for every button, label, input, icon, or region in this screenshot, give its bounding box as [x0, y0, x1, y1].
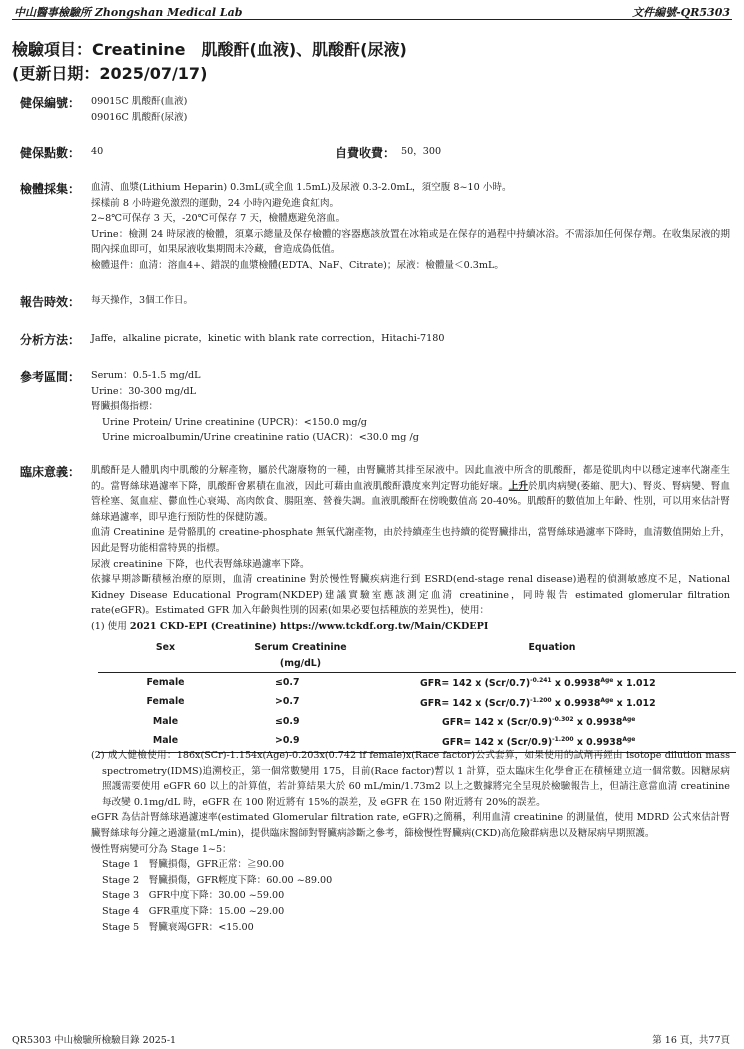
specimen-values [91, 180, 730, 274]
eq-exponent: -1.200 [552, 735, 574, 743]
reference-line: Urine：30-300 mg/dL [91, 385, 196, 397]
cell-equation [368, 693, 736, 713]
col-header-equation: Equation [528, 642, 576, 653]
report-time-label: 報告時效： [20, 295, 81, 309]
cell-sex: Female [146, 676, 185, 688]
reference-label: 參考區間： [20, 370, 81, 384]
clinical-paragraph [91, 463, 730, 525]
clinical-rise-keyword: 上升 [508, 480, 529, 492]
eq-exponent: -1.200 [530, 696, 552, 704]
specimen-line: 檢體退件：血清：溶血4+、錯誤的血漿檢體(EDTA、NaF、Citrate)；尿液：檢體量＜0.3mL。 [91, 259, 504, 271]
insurance-code-line: 09016C 肌酸酐(尿液) [91, 111, 188, 123]
cell-scr: ≤0.7 [275, 676, 300, 688]
stage-line: Stage 1 腎臟損傷，GFR正常：≧90.00 [102, 859, 285, 871]
header-spacer [98, 656, 233, 673]
clinical-paragraph: eGFR 為估計腎絲球過濾速率(estimated Glomerular filtration rate, eGFR)之簡稱，利用血清 creatinine 的測量值，使用 MDRD 公式來估計腎臟腎絲球每分鐘之過濾量(mL/min)，提供臨床醫師對腎臟病診斷之參考，篩檢慢性腎臟病(CKD)高危險群病患以及糖尿病早期照護。 [91, 812, 730, 839]
method-text: Jaffe，alkaline picrate，kinetic with blank rate correction，Hitachi-7180 [91, 333, 445, 344]
cell-sex: Female [146, 696, 185, 708]
insurance-points-label: 健保點數： [20, 146, 81, 160]
footer-page-number: 第 16 頁，共77頁 [652, 1035, 730, 1046]
eq-age-factor: x 0.9938 [573, 737, 623, 748]
eq-base: GFR= 142 x (Scr/0.9) [442, 717, 553, 729]
table-row [98, 673, 736, 693]
ckd-epi-link-text: 2021 CKD-EPI (Creatinine) https://www.tckdf.org.tw/Main/CKDEPI [129, 620, 489, 632]
report-time-text: 每天操作，3個工作日。 [91, 295, 194, 306]
cell-equation [368, 673, 736, 693]
cell-scr: >0.7 [275, 696, 300, 708]
clinical-paragraph: 依據早期診斷積極治療的原則，血清 creatinine 對於慢性腎臟疾病進行到 ESRD(end-stage renal disease)過程的偵測敏感度不足，National Kidney Disease Educational Program(NKDEP)建議實驗室應該測定血清 creatinine，同時報告 estimated glomerular filtration rate(eGFR)。Estimated GFR 加入年齡與性別的因素(如果必要包括種族的差異性)，使用： [91, 574, 730, 617]
eq-age-factor: x 0.9938 [573, 717, 623, 729]
self-pay-label: 自費收費： [335, 146, 396, 160]
header-spacer [368, 656, 736, 673]
insurance-code-values [91, 94, 730, 125]
eq-female-factor: x 1.012 [613, 697, 656, 709]
clinical-text-bottom [91, 748, 730, 935]
cell-sex: Male [152, 715, 179, 727]
clinical-text-top [91, 463, 730, 635]
eq-base: GFR= 142 x (Scr/0.9) [442, 737, 553, 748]
cell-equation [368, 712, 736, 732]
clinical-paragraph: 血清 Creatinine 是骨骼肌的 creatine-phosphate 無氧代謝產物，由於持續產生也持續的從腎臟排出，當腎絲球過濾率下降時，血清數值開始上升，因此是腎功能相當特異的指標。 [91, 527, 730, 554]
document-number: 文件編號-QR5303 [632, 6, 730, 19]
item-1-prefix: (1) 使用 [91, 620, 130, 632]
clinical-paragraph: 尿液 creatinine 下降，也代表腎絲球過濾率下降。 [91, 558, 310, 570]
reference-line: Serum：0.5-1.5 mg/dL [91, 370, 201, 381]
clinical-label: 臨床意義： [20, 465, 81, 479]
eq-female-factor: x 1.012 [613, 678, 656, 690]
header-divider [12, 19, 732, 20]
stage-line: Stage 5 腎臟衰竭GFR：<15.00 [102, 921, 254, 933]
reference-line: Urine Protein/ Urine creatinine (UPCR)：<150.0 mg/g [102, 416, 367, 428]
col-header-unit: (mg/dL) [233, 656, 368, 673]
insurance-code-line: 09015C 肌酸酐(血液) [91, 96, 188, 107]
specimen-line: 2~8℃可保存 3 天，-20℃可保存 7 天，檢體應避免溶血。 [91, 213, 346, 225]
eq-base: GFR= 142 x (Scr/0.7) [420, 678, 531, 690]
stage-line: Stage 3 GFR中度下降：30.00 ~59.00 [102, 890, 285, 902]
method-label: 分析方法： [20, 333, 81, 347]
title-update-date: (更新日期：2025/07/17) [12, 64, 208, 83]
stage-line: Stage 2 腎臟損傷，GFR輕度下降：60.00 ~89.00 [102, 874, 333, 886]
eq-age-factor: x 0.9938 [551, 678, 601, 690]
stage-line: Stage 4 GFR重度下降：15.00 ~29.00 [102, 905, 285, 917]
page-title [12, 38, 407, 86]
reference-line: Urine microalbumin/Urine creatinine ratio (UACR)：<30.0 mg /g [102, 432, 419, 444]
clinical-p1-text: 肌酸酐是人體肌肉中肌酸的分解產物，屬於代謝廢物的一種，由腎臟將其排至尿液中。因此血液中所含的肌酸酐，都是從肌肉中以穩定速率代謝產生的。當腎絲球過濾率下降，肌酸酐會累積在血液，因此可藉由血液肌酸酐濃度來判定腎功能好壞。 [91, 465, 730, 492]
reference-values [91, 368, 730, 446]
col-header-sex: Sex [155, 642, 176, 653]
report-time-value [91, 293, 730, 309]
eq-exponent: -0.241 [530, 677, 552, 684]
eq-age-exponent: Age [600, 696, 614, 704]
ckd-epi-table [98, 640, 736, 753]
specimen-line: 採樣前 8 小時避免激烈的運動，24 小時內避免進食紅肉。 [91, 197, 340, 209]
specimen-line: 血清、血漿(Lithium Heparin) 0.3mL(或全血 1.5mL)及尿液 0.3-2.0mL，須空腹 8~10 小時。 [91, 182, 512, 193]
title-line-1: 檢驗項目：Creatinine 肌酸酐(血液)、肌酸酐(尿液) [12, 40, 407, 59]
lab-name: 中山醫事檢驗所 Zhongshan Medical Lab [14, 6, 243, 19]
table-row [98, 712, 736, 732]
table-row [98, 693, 736, 713]
specimen-line: Urine：檢測 24 時尿液的檢體，須稟示總量及保存檢體的容器應該放置在冰箱或是在保存的過程中持續冰浴。不需添加任何保存劑。在收集尿液的期間內採血即可，如果尿液收集期間未冷藏，會造成偽低值。 [91, 228, 730, 256]
clinical-item-2: (2) 成人健檢使用：186x(SCr)-1.154x(Age)-0.203x(0.742 if female)x(Race factor)公式套算，如果使用的試劑再經由 isotope dilution mass spectrometry(IDMS)追溯校正，第一個常數變用 175，目前(Race factor)暫以 1 計算，亞太臨床生化學會正在積極建立這一個常數。因糖尿病照護需要使用 eGFR 60 以上的計算值，若計算結果大於 60 mL/min/1.73m2 以上之數據將完全呈現於檢驗報告上，但請注意當血清 creatinine 每改變 0.1mg/dL 時，eGFR 在 100 附近將有 15%的誤差，及 eGFR 在 150 附近將有 20%的誤差。 [91, 750, 730, 808]
col-header-serum-creatinine: Serum Creatinine [254, 642, 347, 653]
page-header [14, 2, 730, 20]
specimen-label: 檢體採集： [20, 182, 81, 196]
eq-base: GFR= 142 x (Scr/0.7) [420, 697, 531, 709]
eq-age-factor: x 0.9938 [551, 697, 601, 709]
cell-sex: Male [98, 732, 233, 752]
self-pay-value [401, 144, 730, 160]
clinical-item-1 [91, 619, 730, 635]
self-pay-text: 50，300 [401, 146, 442, 157]
footer-catalog: QR5303 中山檢驗所檢驗目錄 2025-1 [12, 1035, 177, 1046]
stages-title: 慢性腎病變可分為 Stage 1~5： [91, 843, 232, 855]
reference-line: 腎臟損傷指標： [91, 401, 159, 413]
insurance-points-text: 40 [91, 146, 104, 157]
eq-age-exponent: Age [600, 677, 614, 684]
clinical-p1-text: 於肌肉病變(萎縮、肥大)、腎炎、腎病變、腎血管栓塞、氮血症、鬱血性心衰竭、高肉飲食、腸阻塞、營養失調。血液肌酸酐在傍晚數值高 20-40%。肌酸酐的數值加上年齡、性別，可以用來估計腎絲球過濾率，即早進行預防性的保健防護。 [91, 480, 731, 523]
eq-age-exponent: Age [622, 716, 636, 724]
eq-exponent: -0.302 [552, 716, 574, 724]
cell-scr: >0.9 [233, 732, 368, 752]
cell-scr: ≤0.9 [275, 715, 300, 727]
insurance-code-label: 健保編號： [20, 96, 81, 110]
eq-age-exponent: Age [622, 735, 636, 743]
method-value [91, 331, 730, 347]
